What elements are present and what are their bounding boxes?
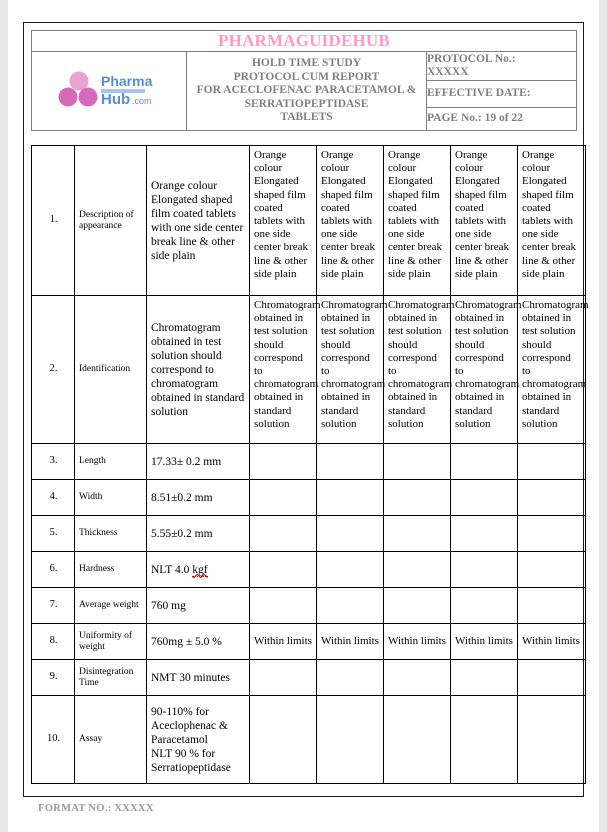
- row-observation-5[interactable]: [518, 480, 586, 516]
- doc-title-line-3: FOR ACECLOFENAC PARACETAMOL &: [196, 84, 417, 97]
- row-observation-2[interactable]: [317, 696, 384, 784]
- specification-line: NLT 90 % for: [151, 747, 216, 760]
- row-observation-3[interactable]: [384, 480, 451, 516]
- row-observation-5[interactable]: [518, 696, 586, 784]
- row-observation-4[interactable]: [451, 516, 518, 552]
- row-observation-3[interactable]: [384, 516, 451, 552]
- header-info-row-1: [32, 52, 577, 81]
- row-specification: Orange colour Elongated shaped film coated tablets with one side center break line & other side plain: [147, 146, 250, 296]
- row-parameter: Identification: [75, 296, 147, 444]
- row-observation-1[interactable]: [250, 480, 317, 516]
- row-parameter: Description of appearance: [75, 146, 147, 296]
- header-brand-row: [32, 31, 577, 52]
- row-parameter: Hardness: [75, 552, 147, 588]
- row-parameter: Width: [75, 480, 147, 516]
- row-observation-2[interactable]: [317, 660, 384, 696]
- row-serial-number: 1.: [32, 146, 75, 296]
- doc-title-line-1: HOLD TIME STUDY: [251, 57, 362, 70]
- row-specification: 5.55±0.2 mm: [147, 516, 250, 552]
- table-row: [32, 660, 586, 696]
- doc-title-line-5: TABLETS: [280, 111, 333, 124]
- row-observation-3[interactable]: Orange colour Elongated shaped film coated tablets with one side center break line & other side plain: [384, 146, 451, 296]
- row-serial-number: 7.: [32, 588, 75, 624]
- logo-cell: [32, 52, 187, 131]
- row-observation-5[interactable]: Orange colour Elongated shaped film coated tablets with one side center break line & other side plain: [518, 146, 586, 296]
- row-observation-1[interactable]: [250, 444, 317, 480]
- row-observation-2[interactable]: Chromatogram obtained in test solution should correspond to chromatogram obtained in standard solution: [317, 296, 384, 444]
- table-row: [32, 146, 586, 296]
- row-observation-5[interactable]: Within limits: [518, 624, 586, 660]
- row-observation-1[interactable]: Within limits: [250, 624, 317, 660]
- row-observation-4[interactable]: [451, 552, 518, 588]
- row-specification: 760mg ± 5.0 %: [147, 624, 250, 660]
- row-serial-number: 10.: [32, 696, 75, 784]
- table-row: [32, 624, 586, 660]
- row-observation-1[interactable]: [250, 516, 317, 552]
- doc-title-line-4: SERRATIOPEPTIDASE: [244, 97, 369, 110]
- page-no-cell: [427, 108, 577, 131]
- brand-title: PHARMAGUIDEHUB: [218, 31, 390, 50]
- table-row: [32, 444, 586, 480]
- row-observation-2[interactable]: [317, 516, 384, 552]
- table-row: [32, 588, 586, 624]
- row-observation-5[interactable]: [518, 588, 586, 624]
- row-observation-5[interactable]: [518, 552, 586, 588]
- row-observation-1[interactable]: Orange colour Elongated shaped film coated tablets with one side center break line & other side plain: [250, 146, 317, 296]
- protocol-no-cell: [427, 52, 577, 81]
- row-parameter: Uniformity of weight: [75, 624, 147, 660]
- specification-line: Aceclophenac &: [151, 719, 228, 732]
- row-serial-number: 9.: [32, 660, 75, 696]
- row-specification: Chromatogram obtained in test solution should correspond to chromatogram obtained in standard solution: [147, 296, 250, 444]
- row-observation-4[interactable]: Chromatogram obtained in test solution should correspond to chromatogram obtained in standard solution: [451, 296, 518, 444]
- row-observation-5[interactable]: [518, 660, 586, 696]
- row-observation-4[interactable]: [451, 660, 518, 696]
- pharmahub-logo-icon: [53, 69, 165, 109]
- row-specification: NMT 30 minutes: [147, 660, 250, 696]
- observation-table: [31, 145, 589, 784]
- table-row: [32, 516, 586, 552]
- row-parameter: Assay: [75, 696, 147, 784]
- document-header-table: [31, 30, 577, 131]
- svg-text:Pharma: Pharma: [101, 72, 153, 89]
- row-parameter: Disintegration Time: [75, 660, 147, 696]
- row-observation-1[interactable]: [250, 696, 317, 784]
- row-serial-number: 4.: [32, 480, 75, 516]
- row-observation-2[interactable]: [317, 588, 384, 624]
- effective-date-label: EFFECTIVE DATE:: [427, 87, 531, 100]
- document-title-cell: [187, 52, 427, 131]
- row-specification: 8.51±0.2 mm: [147, 480, 250, 516]
- row-specification: [147, 696, 250, 784]
- row-observation-1[interactable]: Chromatogram obtained in test solution should correspond to chromatogram obtained in standard solution: [250, 296, 317, 444]
- row-observation-1[interactable]: [250, 660, 317, 696]
- row-observation-2[interactable]: [317, 480, 384, 516]
- row-observation-5[interactable]: [518, 444, 586, 480]
- row-serial-number: 5.: [32, 516, 75, 552]
- row-observation-5[interactable]: Chromatogram obtained in test solution should correspond to chromatogram obtained in standard solution: [518, 296, 586, 444]
- row-serial-number: 3.: [32, 444, 75, 480]
- row-observation-3[interactable]: [384, 588, 451, 624]
- row-observation-5[interactable]: [518, 516, 586, 552]
- row-observation-3[interactable]: [384, 696, 451, 784]
- row-parameter: Thickness: [75, 516, 147, 552]
- table-row: [32, 296, 586, 444]
- row-observation-4[interactable]: [451, 444, 518, 480]
- row-observation-2[interactable]: [317, 444, 384, 480]
- page-no-label: PAGE No.: 19 of 22: [427, 112, 523, 125]
- svg-text:Hub: Hub: [101, 90, 131, 108]
- document-page: [8, 0, 599, 832]
- brand-title-cell: [32, 31, 577, 52]
- row-serial-number: 6.: [32, 552, 75, 588]
- row-parameter: Length: [75, 444, 147, 480]
- row-specification: NLT 4.0 kgf: [147, 552, 250, 588]
- footer-format-no: FORMAT NO.: XXXXX: [38, 803, 154, 814]
- svg-text:.com: .com: [132, 95, 152, 106]
- row-observation-3[interactable]: [384, 444, 451, 480]
- protocol-no-value: XXXXX: [427, 66, 469, 78]
- specification-line: Paracetamol: [151, 733, 208, 746]
- row-observation-4[interactable]: [451, 480, 518, 516]
- row-observation-1[interactable]: [250, 552, 317, 588]
- doc-title-line-2: PROTOCOL CUM REPORT: [233, 70, 380, 83]
- row-observation-4[interactable]: [451, 588, 518, 624]
- row-observation-2[interactable]: [317, 552, 384, 588]
- specification-line: 90-110% for: [151, 705, 210, 718]
- row-observation-1[interactable]: [250, 588, 317, 624]
- row-observation-3[interactable]: [384, 552, 451, 588]
- row-observation-3[interactable]: Within limits: [384, 624, 451, 660]
- effective-date-cell: [427, 81, 577, 108]
- row-serial-number: 2.: [32, 296, 75, 444]
- row-serial-number: 8.: [32, 624, 75, 660]
- row-observation-4[interactable]: [451, 696, 518, 784]
- row-observation-2[interactable]: Within limits: [317, 624, 384, 660]
- row-observation-4[interactable]: Orange colour Elongated shaped film coated tablets with one side center break line & other side plain: [451, 146, 518, 296]
- row-parameter: Average weight: [75, 588, 147, 624]
- row-observation-3[interactable]: [384, 660, 451, 696]
- protocol-no-label: PROTOCOL No.:: [427, 52, 516, 65]
- table-row: [32, 552, 586, 588]
- table-row: [32, 696, 586, 784]
- row-observation-2[interactable]: Orange colour Elongated shaped film coated tablets with one side center break line & other side plain: [317, 146, 384, 296]
- row-observation-4[interactable]: Within limits: [451, 624, 518, 660]
- row-specification: 17.33± 0.2 mm: [147, 444, 250, 480]
- row-specification: 760 mg: [147, 588, 250, 624]
- table-row: [32, 480, 586, 516]
- spellcheck-underlined-word: kgf: [192, 563, 208, 576]
- specification-line: Serratiopeptidase: [151, 761, 231, 774]
- row-observation-3[interactable]: Chromatogram obtained in test solution should correspond to chromatogram obtained in standard solution: [384, 296, 451, 444]
- pharmahub-logo: [53, 69, 165, 109]
